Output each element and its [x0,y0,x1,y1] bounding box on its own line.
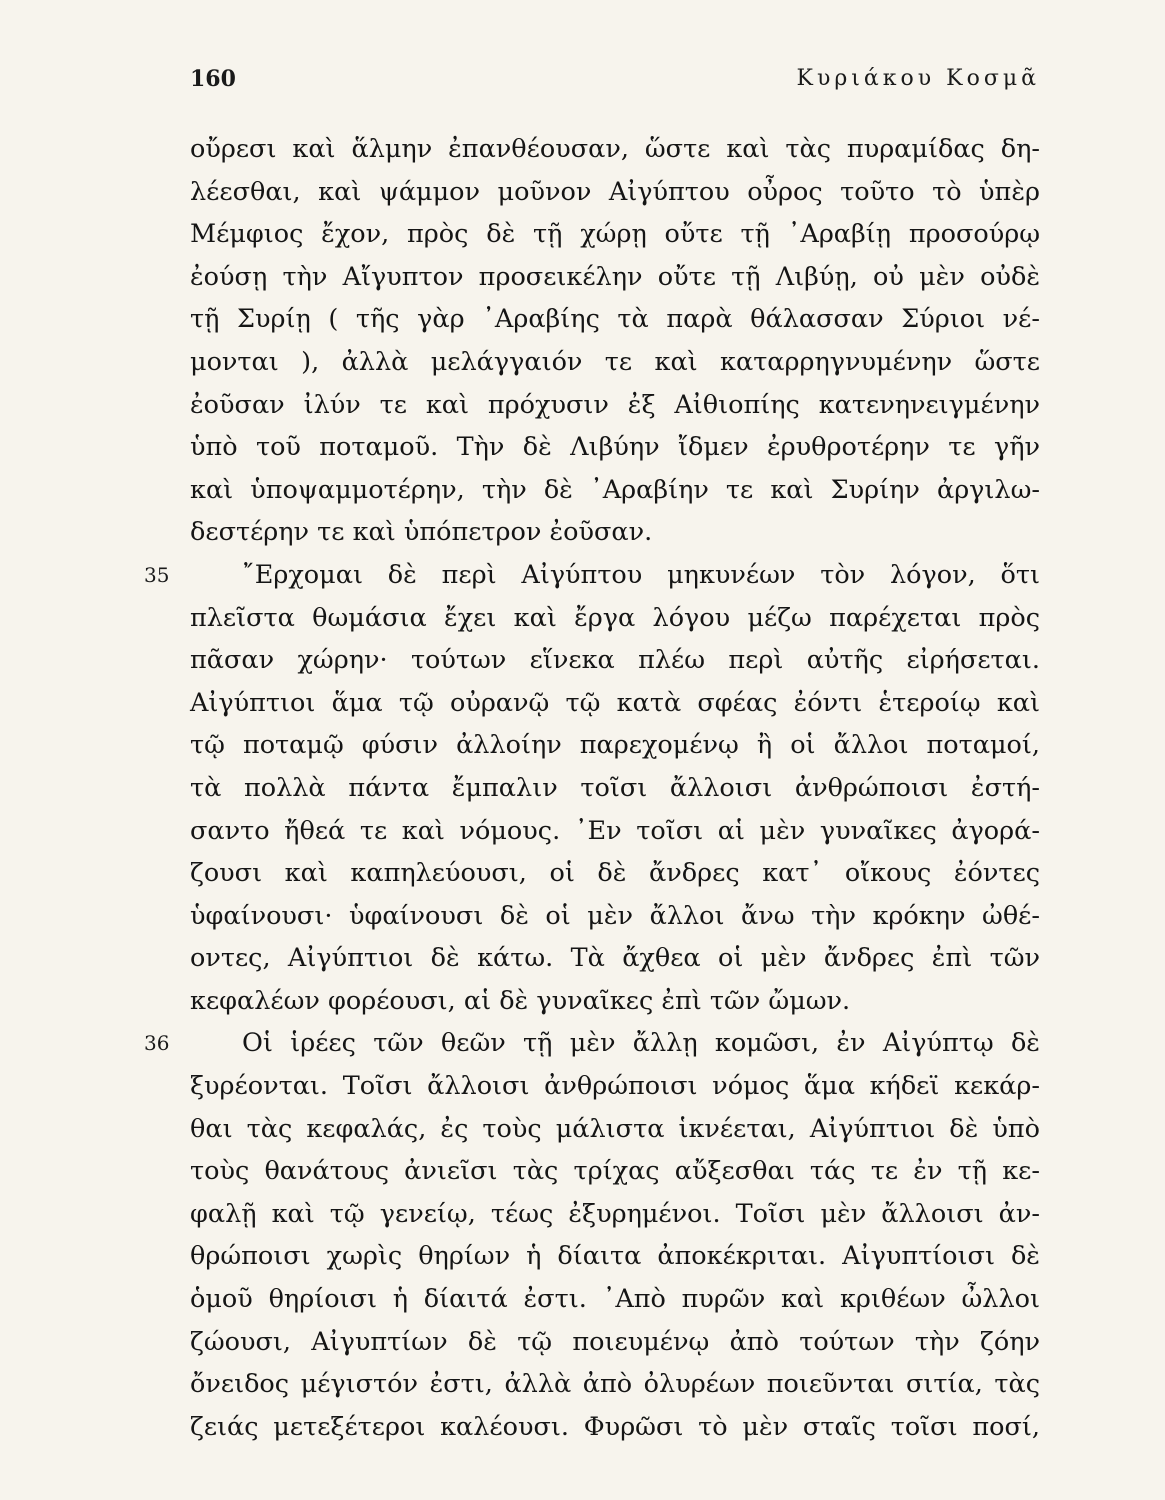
text-line [190,597,1040,640]
line-text: φαλῇ καὶ τῷ γενείῳ, τέως ἐξυρημένοι. Τοῖσι μὲν ἄλλοισι ἀν- [190,1198,1040,1229]
line-text: ζειάς μετεξέτεροι καλέουσι. Φυρῶσι τὸ μὲν σταῖς τοῖσι ποσί, [190,1411,1040,1442]
line-text: ἐοῦσαν ἰλύν τε καὶ πρόχυσιν ἐξ Αἰθιοπίης κατενηνειγμένην [190,389,1040,420]
text-line [190,810,1040,853]
text-line [190,980,1040,1023]
text-line [190,895,1040,938]
text-line [190,213,1040,256]
text-line [190,724,1040,767]
text-line [190,426,1040,469]
text-line [190,1363,1040,1406]
text-line [190,1406,1040,1449]
body-text [144,128,1040,1448]
section-number: 35 [144,562,170,587]
page-number: 160 [190,66,236,92]
line-text: λέεσθαι, καὶ ψάμμον μοῦνον Αἰγύπτου οὖρος τοῦτο τὸ ὑπὲρ [190,176,1040,207]
line-text: Μέμφιος ἔχον, πρὸς δὲ τῇ χώρῃ οὔτε τῇ ᾿Αραβίῃ προσούρῳ [190,219,1040,250]
line-text: οντες, Αἰγύπτιοι δὲ κάτω. Τὰ ἄχθεα οἱ μὲν ἄνδρες ἐπὶ τῶν [190,943,1040,974]
text-line [190,767,1040,810]
page-header [190,66,1040,100]
running-head: Κυριάκου Κοσμᾶ [796,66,1040,91]
text-line [144,554,1040,597]
text-line [190,298,1040,341]
text-line [190,256,1040,299]
text-line [190,1193,1040,1236]
line-text: θαι τὰς κεφαλάς, ἐς τοὺς μάλιστα ἱκνέεται, Αἰγύπτιοι δὲ ὑπὸ [190,1113,1040,1144]
line-text: οὔρεσι καὶ ἅλμην ἐπανθέουσαν, ὥστε καὶ τὰς πυραμίδας δη- [190,134,1040,164]
line-text: ῎Ερχομαι δὲ περὶ Αἰγύπτου μηκυνέων τὸν λόγον, ὅτι [242,559,1040,590]
text-line [190,128,1040,171]
text-line [190,511,1040,554]
line-text: ἐούσῃ τὴν Αἴγυπτον προσεικέλην οὔτε τῇ Λιβύῃ, οὐ μὲν οὐδὲ [190,261,1040,292]
text-line [190,1108,1040,1151]
text-line [190,1150,1040,1193]
section-number: 36 [144,1031,170,1056]
line-text: ὑφαίνουσι· ὑφαίνουσι δὲ οἱ μὲν ἄλλοι ἄνω τὴν κρόκην ὠθέ- [190,900,1040,931]
text-line [190,341,1040,384]
text-line [190,852,1040,895]
text-line [190,937,1040,980]
text-line [190,639,1040,682]
text-line [190,469,1040,512]
text-line [190,1065,1040,1108]
line-text: Οἱ ἱρέες τῶν θεῶν τῇ μὲν ἄλλῃ κομῶσι, ἐν Αἰγύπτῳ δὲ [242,1028,1040,1059]
line-text: πᾶσαν χώρην· τούτων εἵνεκα πλέω περὶ αὐτῆς εἰρήσεται. [190,645,1040,676]
line-text: κεφαλέων φορέουσι, αἱ δὲ γυναῖκες ἐπὶ τῶν ὤμων. [190,985,851,1016]
text-line [144,1022,1040,1065]
line-text: θρώποισι χωρὶς θηρίων ἡ δίαιτα ἀποκέκριται. Αἰγυπτίοισι δὲ [190,1241,1040,1272]
line-text: μονται ), ἀλλὰ μελάγγαιόν τε καὶ καταρρηγνυμένην ὥστε [190,346,1040,377]
text-line [190,1321,1040,1364]
line-text: καὶ ὑποψαμμοτέρην, τὴν δὲ ᾿Αραβίην τε καὶ Συρίην ἀργιλω- [190,474,1040,505]
text-line [190,682,1040,725]
text-line [190,171,1040,214]
line-text: ὁμοῦ θηρίοισι ἡ δίαιτά ἐστι. ᾿Απὸ πυρῶν καὶ κριθέων ὦλλοι [190,1284,1040,1315]
line-text: ὄνειδος μέγιστόν ἐστι, ἀλλὰ ἀπὸ ὀλυρέων ποιεῦνται σιτία, τὰς [190,1369,1040,1400]
line-text: πλεῖστα θωμάσια ἔχει καὶ ἔργα λόγου μέζω παρέχεται πρὸς [190,602,1040,633]
line-text: σαντο ἤθεά τε καὶ νόμους. ᾿Εν τοῖσι αἱ μὲν γυναῖκες ἀγορά- [190,815,1040,846]
line-text: τοὺς θανάτους ἀνιεῖσι τὰς τρίχας αὔξεσθαι τάς τε ἐν τῇ κε- [190,1156,1040,1187]
text-line [190,1235,1040,1278]
line-text: ὑπὸ τοῦ ποταμοῦ. Τὴν δὲ Λιβύην ἴδμεν ἐρυθροτέρην τε γῆν [190,432,1040,463]
text-line [190,1278,1040,1321]
line-text: ξυρέονται. Τοῖσι ἄλλοισι ἀνθρώποισι νόμος ἅμα κήδεϊ κεκάρ- [190,1071,1040,1102]
line-text: ζώουσι, Αἰγυπτίων δὲ τῷ ποιευμένῳ ἀπὸ τούτων τὴν ζόην [190,1326,1040,1357]
line-text: Αἰγύπτιοι ἅμα τῷ οὐρανῷ τῷ κατὰ σφέας ἐόντι ἑτεροίῳ καὶ [190,687,1040,718]
line-text: ζουσι καὶ καπηλεύουσι, οἱ δὲ ἄνδρες κατ᾿ οἴκους ἐόντες [190,858,1040,889]
line-text: δεστέρην τε καὶ ὑπόπετρον ἐοῦσαν. [190,517,653,548]
line-text: τῇ Συρίῃ ( τῆς γὰρ ᾿Αραβίης τὰ παρὰ θάλασσαν Σύριοι νέ- [190,304,1040,335]
text-line [190,384,1040,427]
line-text: τὰ πολλὰ πάντα ἔμπαλιν τοῖσι ἄλλοισι ἀνθρώποισι ἐστή- [190,772,1040,803]
line-text: τῷ ποταμῷ φύσιν ἀλλοίην παρεχομένῳ ἢ οἱ ἄλλοι ποταμοί, [190,730,1040,761]
